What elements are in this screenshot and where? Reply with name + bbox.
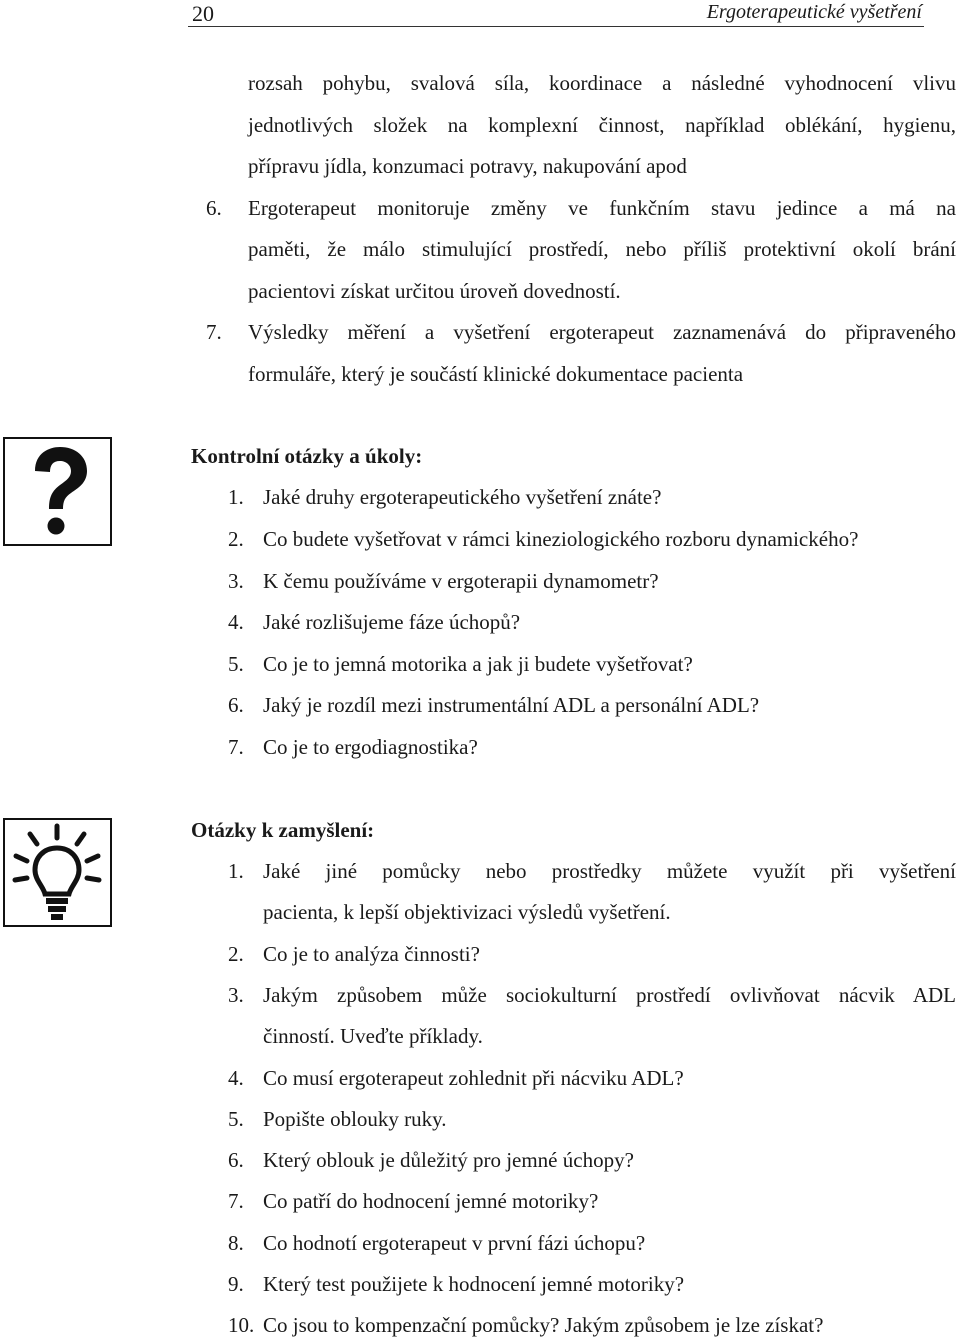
question-mark-icon <box>3 437 112 546</box>
question-number: 7. <box>228 735 244 759</box>
question-text: Co budete vyšetřovat v rámci kineziologického rozboru dynamického? <box>263 527 859 551</box>
question-text: Co je to analýza činnosti? <box>263 942 480 966</box>
question-text: Jakým způsobem může sociokulturní prostředí ovlivňovat nácvik ADL <box>263 983 956 1007</box>
list-item-text: Ergoterapeut monitoruje změny ve funkčním stavu jedince a má na <box>248 196 956 220</box>
question-number: 6. <box>228 1148 244 1172</box>
light-bulb-icon <box>3 818 112 927</box>
question-text: Který oblouk je důležitý pro jemné úchopy? <box>263 1148 634 1172</box>
question-number: 8. <box>228 1231 244 1255</box>
question-number: 4. <box>228 1066 244 1090</box>
question-number: 2. <box>228 527 244 551</box>
intro-line: jednotlivých složek na komplexní činnost, například oblékání, hygienu, <box>248 113 956 137</box>
question-number: 4. <box>228 610 244 634</box>
section-heading: Otázky k zamyšlení: <box>191 818 375 842</box>
page-header <box>188 0 924 27</box>
intro-line: rozsah pohybu, svalová síla, koordinace a následné vyhodnocení vlivu <box>248 71 956 95</box>
question-text: Co patří do hodnocení jemné motoriky? <box>263 1189 599 1213</box>
question-text: činností. Uveďte příklady. <box>263 1024 483 1048</box>
list-item-text: Výsledky měření a vyšetření ergoterapeut zaznamenává do připraveného <box>248 320 956 344</box>
intro-line: přípravu jídla, konzumaci potravy, nakupování apod <box>248 154 687 178</box>
question-number: 7. <box>228 1189 244 1213</box>
question-text: Jaký je rozdíl mezi instrumentální ADL a personální ADL? <box>263 693 760 717</box>
question-number: 1. <box>228 859 244 883</box>
question-text: Jaké druhy ergoterapeutického vyšetření znáte? <box>263 485 662 509</box>
question-number: 5. <box>228 652 244 676</box>
question-text: Co je to jemná motorika a jak ji budete vyšetřovat? <box>263 652 693 676</box>
question-text: Co hodnotí ergoterapeut v první fázi úchopu? <box>263 1231 646 1255</box>
question-text: K čemu používáme v ergoterapii dynamometr? <box>263 569 659 593</box>
question-text: Jaké rozlišujeme fáze úchopů? <box>263 610 521 634</box>
question-text: Jaké jiné pomůcky nebo prostředky můžete využít při vyšetření <box>263 859 956 883</box>
question-number: 10. <box>228 1313 255 1337</box>
list-item-text: formuláře, který je součástí klinické dokumentace pacienta <box>248 362 744 386</box>
question-text: Který test použijete k hodnocení jemné motoriky? <box>263 1272 685 1296</box>
section-heading: Kontrolní otázky a úkoly: <box>191 444 423 468</box>
list-item-text: pacientovi získat určitou úroveň dovedností. <box>248 279 621 303</box>
question-number: 5. <box>228 1107 244 1131</box>
list-item-text: paměti, že málo stimulující prostředí, nebo příliš protektivní okolí brání <box>248 237 956 261</box>
question-text: Co musí ergoterapeut zohlednit při nácviku ADL? <box>263 1066 684 1090</box>
question-text: Popište oblouky ruky. <box>263 1107 447 1131</box>
question-text: Co je to ergodiagnostika? <box>263 735 478 759</box>
question-number: 9. <box>228 1272 244 1296</box>
list-item-number: 7. <box>206 320 222 344</box>
question-number: 2. <box>228 942 244 966</box>
question-number: 1. <box>228 485 244 509</box>
question-text: pacienta, k lepší objektivizaci výsledů vyšetření. <box>263 900 671 924</box>
page-number: 20 <box>192 1 214 26</box>
question-number: 3. <box>228 569 244 593</box>
question-number: 6. <box>228 693 244 717</box>
running-title: Ergoterapeutické vyšetření <box>706 1 922 23</box>
question-text: Co jsou to kompenzační pomůcky? Jakým způsobem je lze získat? <box>263 1313 824 1337</box>
list-item-number: 6. <box>206 196 222 220</box>
question-number: 3. <box>228 983 244 1007</box>
